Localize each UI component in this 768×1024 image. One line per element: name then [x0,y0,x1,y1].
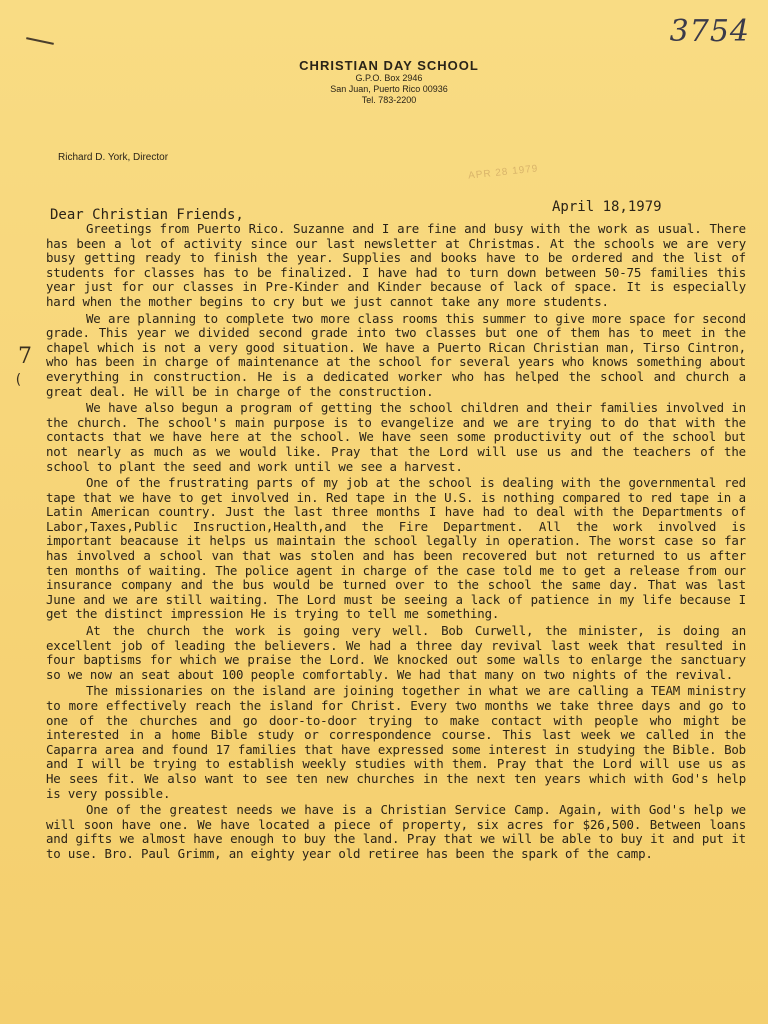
margin-mark-paren: ( [14,372,23,388]
received-stamp: APR 28 1979 [467,163,539,182]
letter-body [46,222,746,864]
paragraph-greetings: Greetings from Puerto Rico. Suzanne and I are fine and busy with the work as usual. There has been a lot of activity since our last newsletter at Christmas. At the schools we are very busy getting ready to finish the year. Supplies and books have to be ordered and the list of students for classes has to be finalized. I have had to turn down between 50-75 families this year just for our classes in Pre-Kinder and Kinder because of lack of space. It is especially hard when the mother begins to cry but we just cannot take any more students. [46,221,746,309]
letter-date: April 18,1979 [552,199,662,215]
margin-mark-7: 7 [18,344,32,369]
paragraph-red-tape: One of the frustrating parts of my job at the school is dealing with the governmental red tape that we have to get involved in. Red tape in the U.S. is nothing compared to red tape in a Latin American country. Just the last three months I have had to deal with the Departments of Labor,Taxes,Public Insruction,Health,and the Fire Department. All the work involved is important beacause it helps us maintain the school legally in operation. The worst case so far has involved a school van that was stolen and has been recovered but not returned to us after ten months of waiting. The police agent in charge of the case told me to get a release from our insurance company and the bus would be turned over to the school the same day. That was last June and we are still waiting. The Lord must be seeing a lack of patience in my life because I get the distinct impression He is trying to tell me something. [46,475,746,622]
file-number: 3754 [669,14,750,49]
director-line: Richard D. York, Director [58,152,169,163]
paragraph-classrooms: We are planning to complete two more class rooms this summer to give more space for second grade. This year we divided second grade into two classes but one of them has to meet in the chapel which is not a very good situation. We have a Puerto Rican Christian man, Tirso Cintron, who has been in charge of maintenance at the school for several years who knows something about everything in construction. He is a dedicated worker who has helped the school and church a great deal. He will be in charge of the construction. [46,310,746,399]
paragraph-camp: One of the greatest needs we have is a Christian Service Camp. Again, with God's help we will soon have one. We have located a piece of property, six acres for $26,500. Between loans and gifts we almost have enough to buy the land. Pray that we will be able to buy it and put it to use. Bro. Paul Grimm, an eighty year old retiree has been the spark of the camp. [46,802,746,861]
corner-pen-mark [26,37,54,45]
letterhead [0,58,768,106]
paragraph-team-ministry: The missionaries on the island are joining together in what we are calling a TEAM ministry to more effectively reach the island for Christ. Every two months we take three days and go to one of the churches and go door-to-door trying to make contact with people who might be interested in a home Bible study or correspondence course. This last week we called in the Caparra area and found 17 families that have expressed some interest in studying the Bible. Bob and I will be trying to establish weekly studies with them. Pray that the Lord will use us as He sees fit. We also want to see ten new churches in the next ten years which with God's help is very possible. [46,683,746,801]
letterhead-name: CHRISTIAN DAY SCHOOL [299,58,479,73]
paragraph-church-program: We have also begun a program of getting the school children and their families involved in the church. The school's main purpose is to evangelize and we are trying to do that with the contacts that we have here at the school. We have seen some productivity out of the school but not nearly as much as we would like. Pray that the Lord will use us and the teachers of the school to plant the seed and work until we see a harvest. [46,400,746,474]
salutation: Dear Christian Friends, [50,207,244,223]
paragraph-church-work: At the church the work is going very well. Bob Curwell, the minister, is doing an excellent job of leading the believers. We had a three day revival last week that resulted in four baptisms for which we praise the Lord. We knocked out some walls to enlarge the sanctuary so we now an seat about 100 people comfortably. We had that many on two nights of the revival. [46,623,746,682]
letterhead-phone: Tel. 783-2200 [361,95,417,105]
letterhead-address1: G.P.O. Box 2946 [355,73,423,83]
letterhead-address2: San Juan, Puerto Rico 00936 [330,84,448,94]
